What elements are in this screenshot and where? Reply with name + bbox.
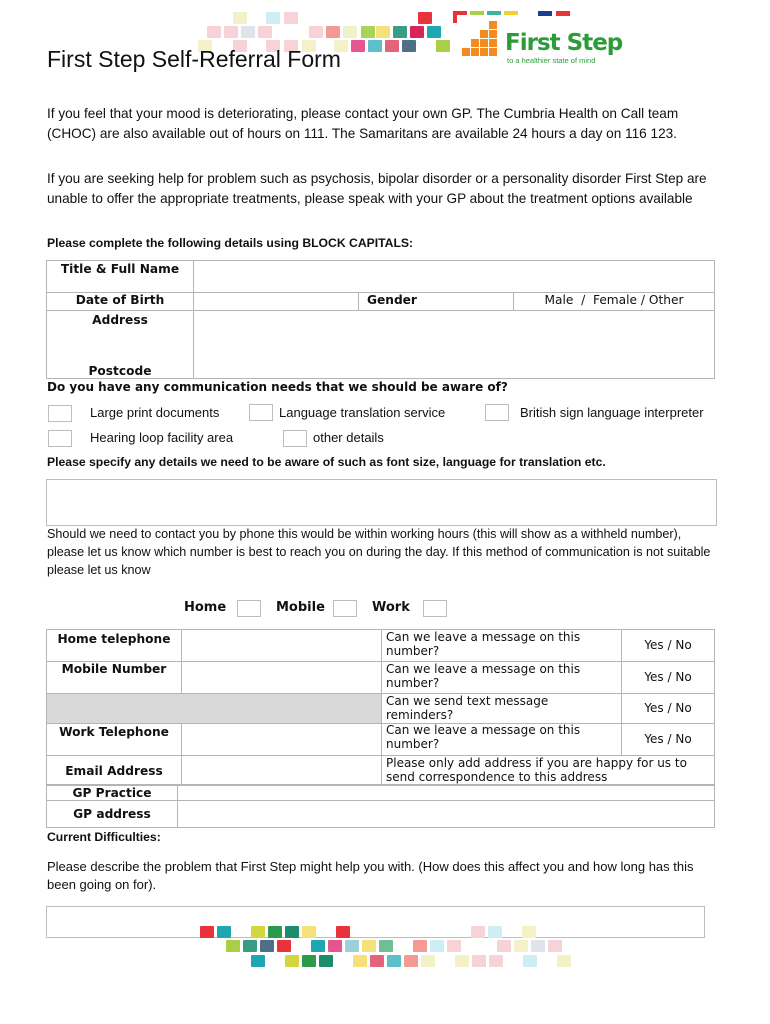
mobile-number-label: Mobile Number [47, 662, 182, 694]
bsl-interpreter-label: British sign language interpreter [520, 405, 704, 420]
page-title: First Step Self-Referral Form [47, 46, 341, 72]
language-translation-label: Language translation service [279, 405, 446, 420]
title-name-label: Title & Full Name [47, 261, 194, 293]
personal-details-table [46, 260, 715, 379]
address-label: Address [47, 311, 194, 360]
intro-paragraph-2: If you are seeking help for problem such as psychosis, bipolar disorder or a personality disorder First Step are unable to offer the appropriate treatments, please speak with your GP about the treatment options available [47, 171, 707, 206]
difficulties-prompt: Please describe the problem that First Step might help you with. (How does this affect you and how long has this been going on for). [47, 859, 694, 892]
email-note: Please only add address if you are happy for us to send correspondence to this address [382, 756, 715, 786]
work-message-yesno[interactable]: Yes / No [622, 724, 715, 756]
gp-practice-field[interactable] [178, 785, 715, 801]
gp-address-label: GP address [47, 801, 178, 828]
text-reminder-question: Can we send text message reminders? [382, 694, 622, 724]
pref-home-checkbox[interactable] [237, 600, 261, 617]
email-address-field[interactable] [182, 756, 382, 786]
current-difficulties-heading: Current Difficulties: [47, 830, 161, 844]
block-capitals-note: Please complete the following details using BLOCK CAPITALS: [47, 236, 414, 250]
logo-wordmark: First Step [505, 30, 623, 56]
large-print-checkbox[interactable] [48, 405, 72, 422]
pref-work-checkbox[interactable] [423, 600, 447, 617]
home-message-yesno[interactable]: Yes / No [622, 630, 715, 662]
dob-field[interactable] [194, 293, 359, 311]
language-translation-checkbox[interactable] [249, 404, 273, 421]
bsl-interpreter-checkbox[interactable] [485, 404, 509, 421]
pref-mobile-checkbox[interactable] [333, 600, 357, 617]
specify-details-prompt: Please specify any details we need to be aware of such as font size, language for translation etc. [47, 455, 606, 469]
gp-table [46, 784, 715, 828]
gp-practice-label: GP Practice [47, 785, 178, 801]
specify-details-field[interactable] [46, 479, 717, 526]
hearing-loop-label: Hearing loop facility area [90, 430, 234, 445]
contact-note: Should we need to contact you by phone this would be within working hours (this will show as a withheld number), please let us know which number is best to reach you on during the day. If this method of communication is not suitable please let us know [47, 527, 711, 577]
pref-home-label: Home [184, 600, 227, 615]
large-print-label: Large print documents [90, 405, 220, 420]
logo-tagline: to a healthier state of mind [507, 56, 596, 65]
mobile-message-question: Can we leave a message on this number? [382, 662, 622, 694]
communication-question: Do you have any communication needs that we should be aware of? [47, 380, 508, 394]
home-telephone-label: Home telephone [47, 630, 182, 662]
gp-address-field[interactable] [178, 801, 715, 828]
home-message-question: Can we leave a message on this number? [382, 630, 622, 662]
email-address-label: Email Address [47, 756, 182, 786]
gender-label: Gender [359, 293, 514, 311]
difficulties-field[interactable] [46, 906, 705, 938]
dob-label: Date of Birth [47, 293, 194, 311]
home-telephone-field[interactable] [182, 630, 382, 662]
work-message-question: Can we leave a message on this number? [382, 724, 622, 756]
pref-work-label: Work [372, 600, 410, 615]
mobile-number-field[interactable] [182, 662, 382, 694]
shaded-cell [47, 694, 382, 724]
phone-table [46, 629, 715, 786]
text-reminder-yesno[interactable]: Yes / No [622, 694, 715, 724]
intro-paragraph-1: If you feel that your mood is deteriorating, please contact your own GP. The Cumbria Health on Call team (CHOC) are also available out of hours on 111. The Samaritans are available 24 hours a day on 116 123. [47, 106, 679, 141]
address-field[interactable] [194, 311, 715, 379]
title-name-field[interactable] [194, 261, 715, 293]
gender-options[interactable]: Male / Female / Other [514, 293, 715, 311]
other-details-label: other details [313, 430, 384, 445]
hearing-loop-checkbox[interactable] [48, 430, 72, 447]
work-telephone-label: Work Telephone [47, 724, 182, 756]
work-telephone-field[interactable] [182, 724, 382, 756]
postcode-label: Postcode [47, 360, 194, 379]
mobile-message-yesno[interactable]: Yes / No [622, 662, 715, 694]
pref-mobile-label: Mobile [276, 600, 325, 615]
other-details-checkbox[interactable] [283, 430, 307, 447]
